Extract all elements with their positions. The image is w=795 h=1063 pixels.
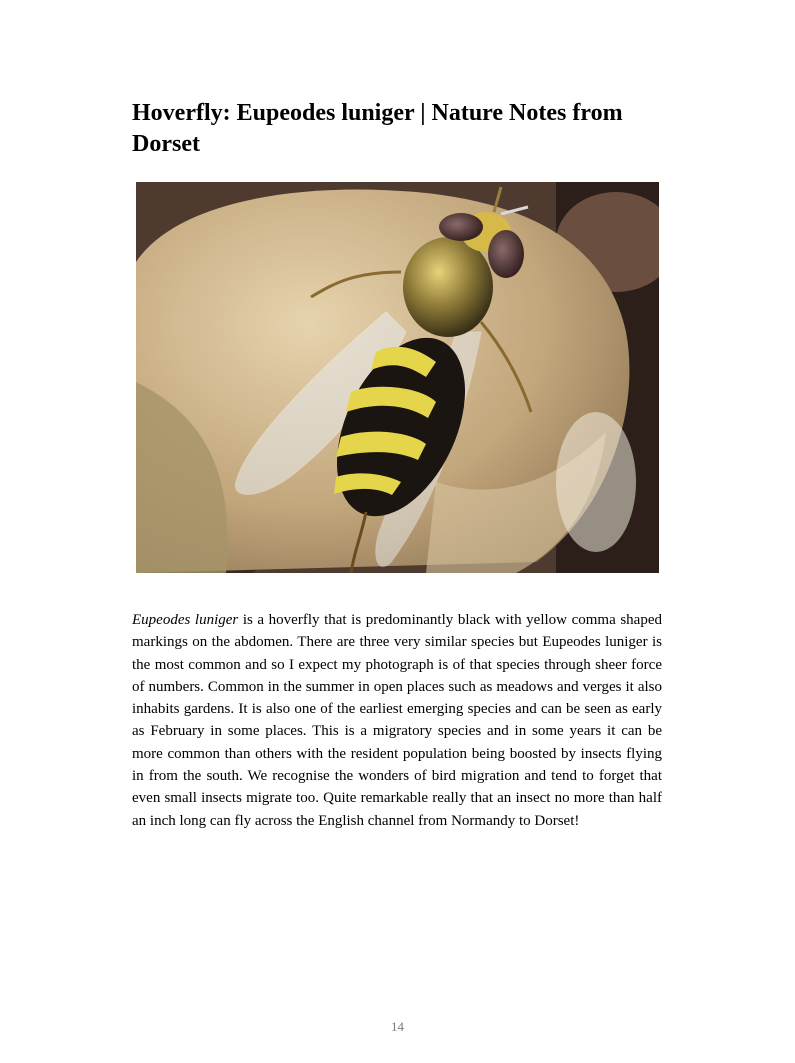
hoverfly-photo — [136, 182, 659, 573]
species-name: Eupeodes luniger — [132, 612, 239, 628]
article-title: Hoverfly: Eupeodes luniger | Nature Notes from Dorset — [132, 100, 623, 157]
hoverfly-illustration — [136, 182, 659, 573]
article-body — [132, 609, 662, 832]
article-body-text: is a hoverfly that is predominantly black with yellow comma shaped markings on the abdomen. There are three very similar species but Eupeodes luniger is the most common and so I expect my photograph is of that species through sheer force of numbers. Common in the summer in open places such as meadows and verges it also inhabits gardens. It is also one of the earliest emerging species and can be seen as early as February in some places. This is a migratory species and in some years it can be more common than others with the resident population being boosted by insects flying in from the south. We recognise the wonders of bird migration and tend to forget that even small insects migrate too. Quite remarkable really that an insect no more than half an inch long can fly across the English channel from Normandy to Dorset! — [132, 612, 662, 829]
page-number: 14 — [391, 1019, 404, 1034]
